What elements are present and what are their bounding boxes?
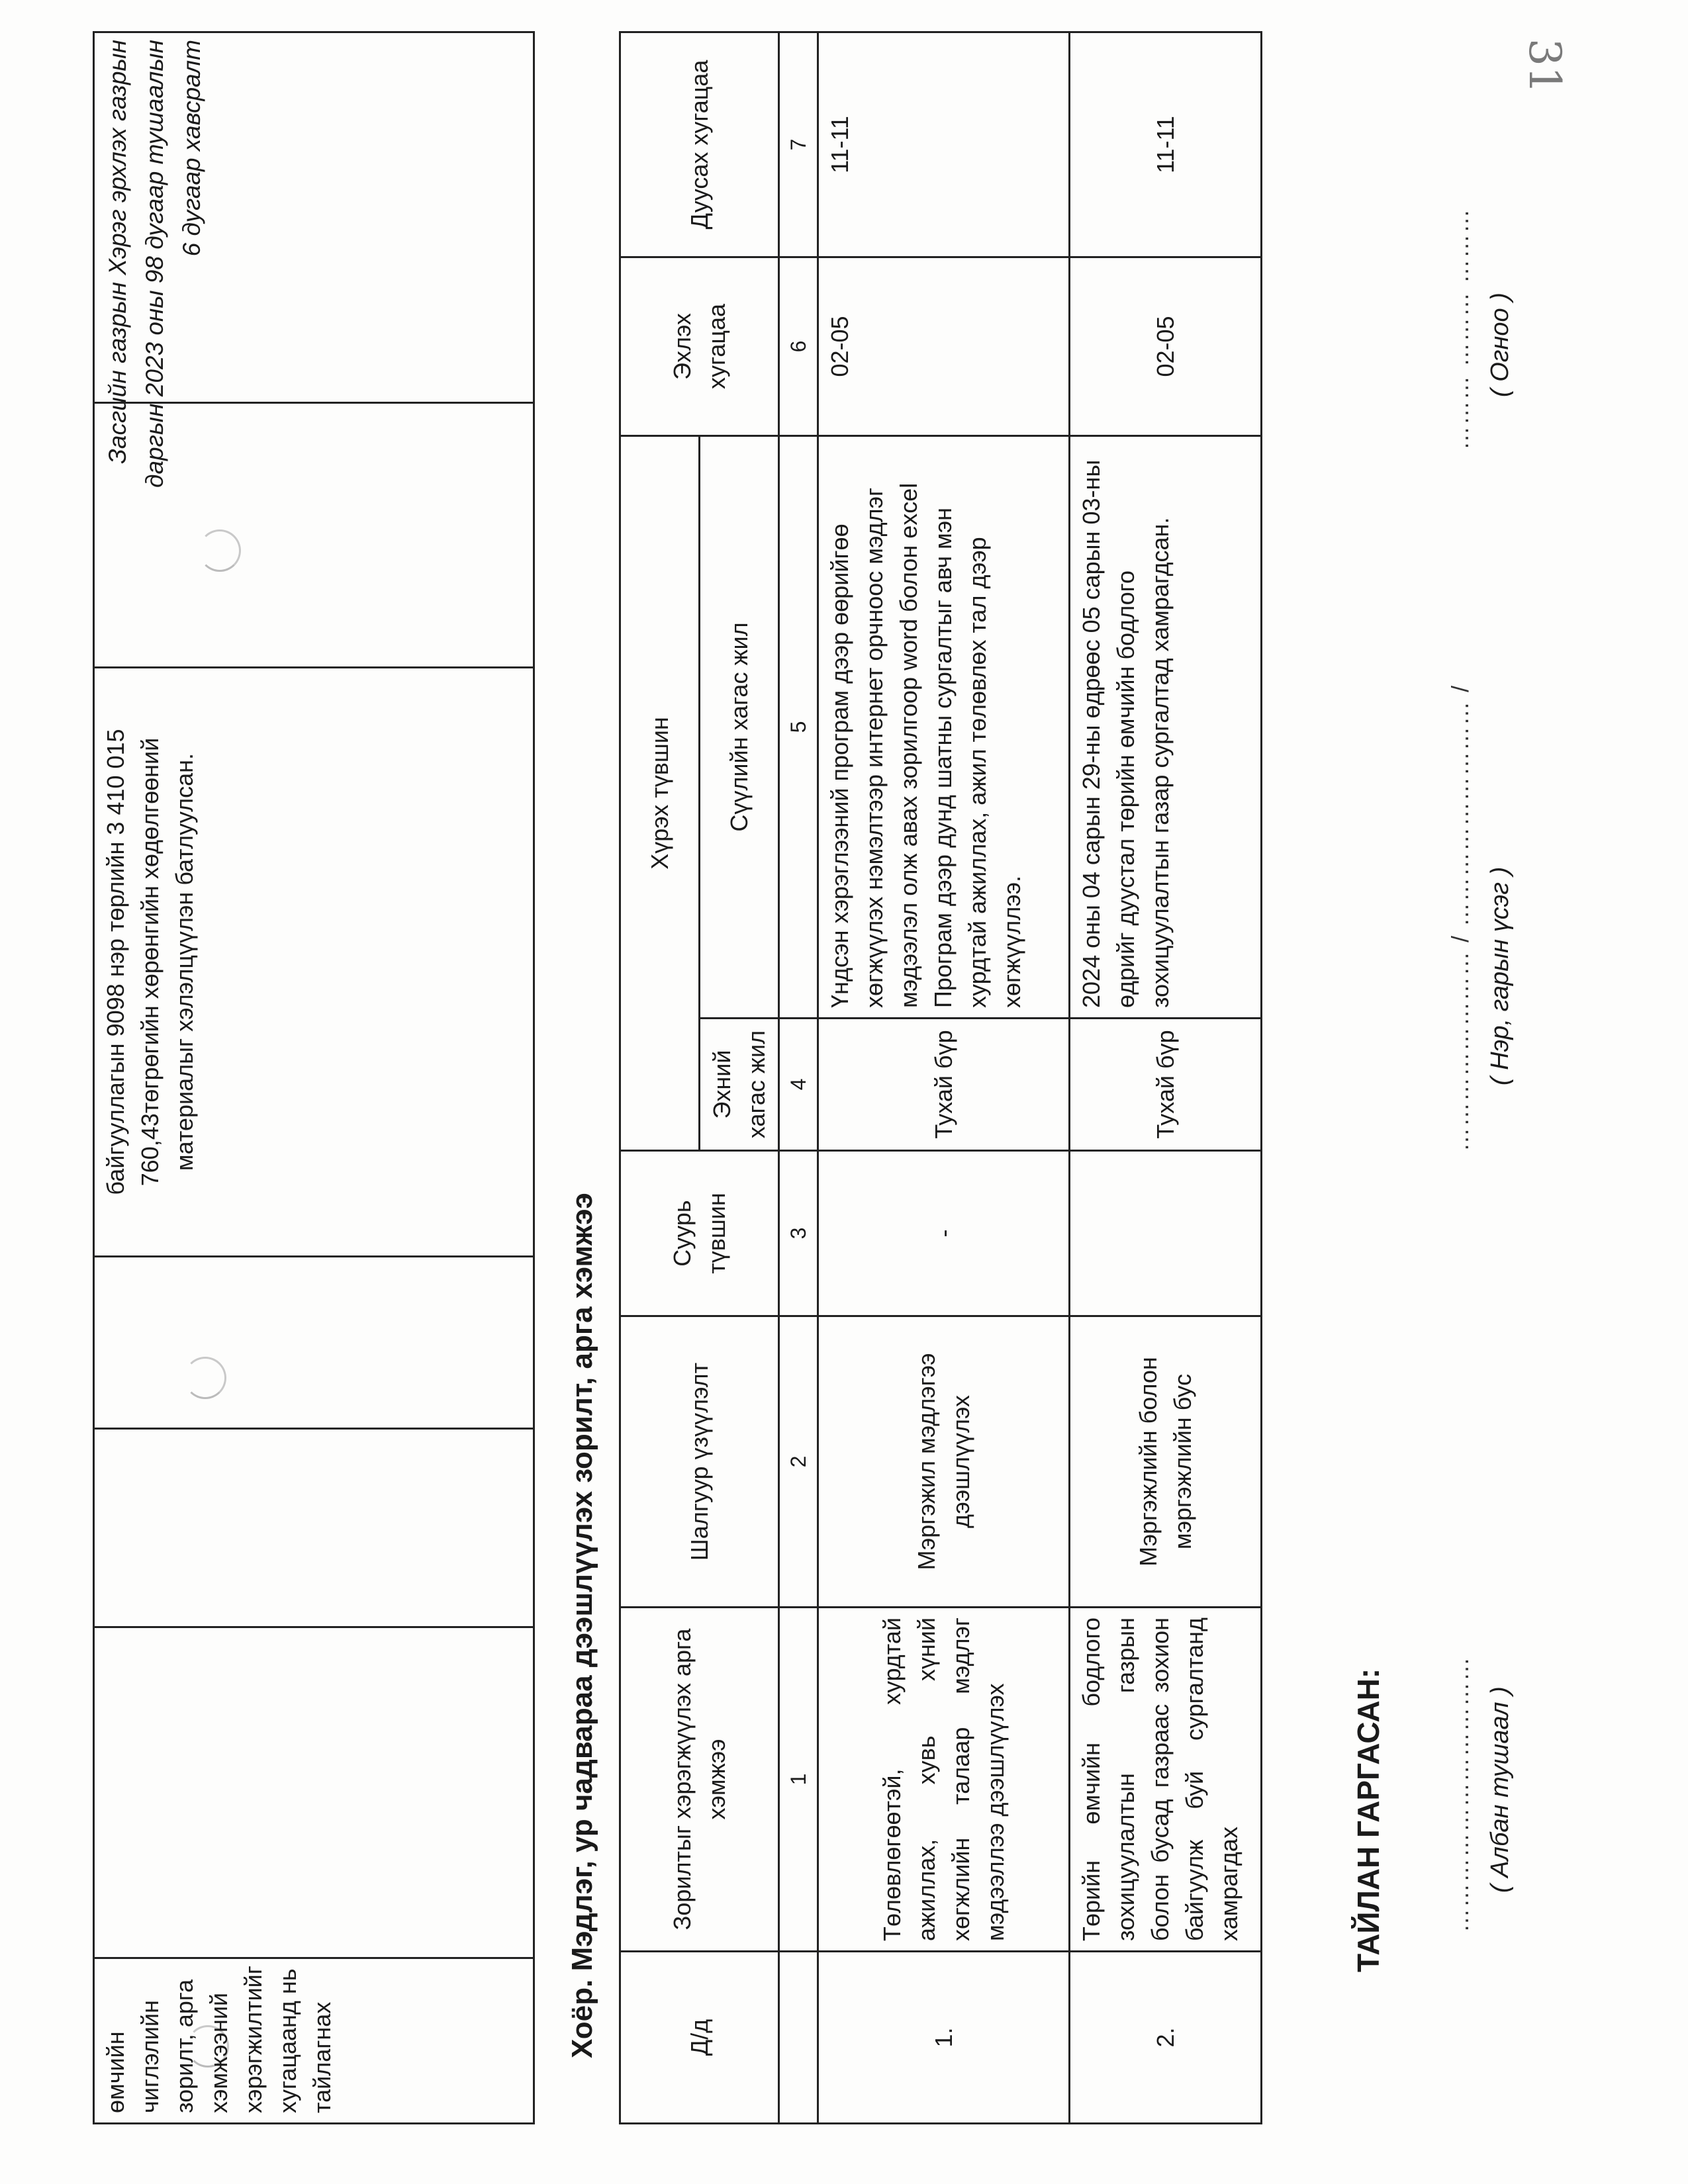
header-first-half: Эхний хагас жил	[700, 1019, 779, 1151]
page-number: 31	[1519, 38, 1570, 94]
table-cell	[94, 1257, 534, 1429]
table-cell: байгууллагын 9098 нэр төрлийн 3 410 015 760,43төгрөгийн хөрөнгийн хөдөлгөөний материалыг хэлэлцүүлэн батлуулсан.	[94, 668, 534, 1257]
table-header-row	[620, 32, 700, 2123]
row-first-half: Тухай бүр	[818, 1019, 1070, 1151]
table-cell	[779, 1952, 818, 2124]
header-line-1: Засгийн газрын Хэрэг эрхлэх газрын	[104, 40, 131, 464]
table-row	[94, 32, 534, 2124]
row-start-date: 02-05	[1070, 257, 1262, 435]
table-row	[818, 32, 1070, 2123]
row-criteria: Мэргэжлийн болон мэргэжлийн бус	[1070, 1316, 1262, 1608]
table-cell	[94, 32, 534, 403]
report-title: ТАЙЛАН ГАРГАСАН:	[1351, 1668, 1385, 1972]
table-number-row	[779, 32, 818, 2123]
table-cell	[94, 1429, 534, 1627]
header-end-date: Дуусах хугацаа	[620, 32, 779, 257]
header-dd: Д/д	[620, 1952, 779, 2124]
row-base-level	[1070, 1151, 1262, 1316]
section-title: Хоёр. Мэдлэг, ур чадвараа дээшлүүлэх зорилт, арга хэмжээ	[566, 1193, 598, 2058]
position-line: ……………………………	[1446, 1656, 1474, 1933]
row-number: 1.	[818, 1952, 1070, 2124]
table-cell: 1	[779, 1608, 818, 1952]
header-target-level: Хүрэх түвшин	[620, 435, 700, 1150]
row-action: Төлөвлөгөөтэй, хурдтай ажиллах, хувь хүний хөгжлийн талаар мэдлэг мэдээллээ дээшлүүлэх	[818, 1608, 1070, 1952]
row-start-date: 02-05	[818, 257, 1070, 435]
row-number: 2.	[1070, 1952, 1262, 2124]
header-line-3: 6 дугаар хавсралт	[178, 40, 205, 257]
row-action: Төрийн өмчийн бодлого зохицуулалтын газрын болон бусад газраас зохион байгуулж буй сургалтанд хамрагдах	[1070, 1608, 1262, 1952]
table-cell: 6	[779, 257, 818, 435]
header-second-half: Сүүлийн хагас жил	[700, 435, 779, 1018]
table-cell	[94, 403, 534, 668]
skills-table	[619, 31, 1262, 2124]
row-criteria: Мэргэжил мэдлэгээ дээшлүүлэх	[818, 1316, 1070, 1608]
row-second-half: 2024 оны 04 сарын 29-ны өдрөөс 05 сарын 03-ны өдрийг дуустал төрийн өмчийн бодлого зохицуулалтын газар сургалтад хамрагдсан.	[1070, 435, 1262, 1018]
date-line: ……… ……… ………	[1446, 207, 1474, 450]
continued-table	[93, 31, 535, 2124]
row-end-date: 11-11	[1070, 32, 1262, 257]
table-cell	[94, 1627, 534, 1958]
table-cell: 7	[779, 32, 818, 257]
row-end-date: 11-11	[818, 32, 1070, 257]
header-start-date: Эхлэх хугацаа	[620, 257, 779, 435]
table-cell: 3	[779, 1151, 818, 1316]
table-row	[1070, 32, 1262, 2123]
header-action: Зорилтыг хэрэгжүүлэх арга хэмжээ	[620, 1608, 779, 1952]
row-first-half: Тухай бүр	[1070, 1019, 1262, 1151]
position-caption: ( Албан тушаал )	[1486, 1686, 1514, 1893]
table-cell: өмчийн чиглэлийн зорилт, арга хэмжээний хэрэгжилтийг хугацаанд нь тайлагнах	[94, 1958, 534, 2124]
table-cell: 2	[779, 1316, 818, 1608]
table-cell: 5	[779, 435, 818, 1018]
name-line: …………………… / ……………………… /	[1446, 684, 1474, 1152]
row-base-level: -	[818, 1151, 1070, 1316]
row-second-half: Үндсэн хэрэглээний програм дээр өөрийгөө хөгжүүлэх нэмэлтээр интернет орчноос мэдлэг мэдээлэл олж авах зорилгоор word болон excel Програм дээр дунд шатны сургалтыг авч мэн хурдтай ажиллах, ажил төлөвлөх тал дээр хөгжүүллээ.	[818, 435, 1070, 1018]
header-base-level: Суурь түвшин	[620, 1151, 779, 1316]
name-caption: ( Нэр, гарын үсэг )	[1486, 866, 1514, 1085]
header-line-2: даргын 2023 оны 98 дугаар тушаалын	[141, 40, 168, 488]
table-cell: 4	[779, 1019, 818, 1151]
header-criteria: Шалгуур үзүүлэлт	[620, 1316, 779, 1608]
date-caption: ( Огноо )	[1486, 293, 1514, 397]
